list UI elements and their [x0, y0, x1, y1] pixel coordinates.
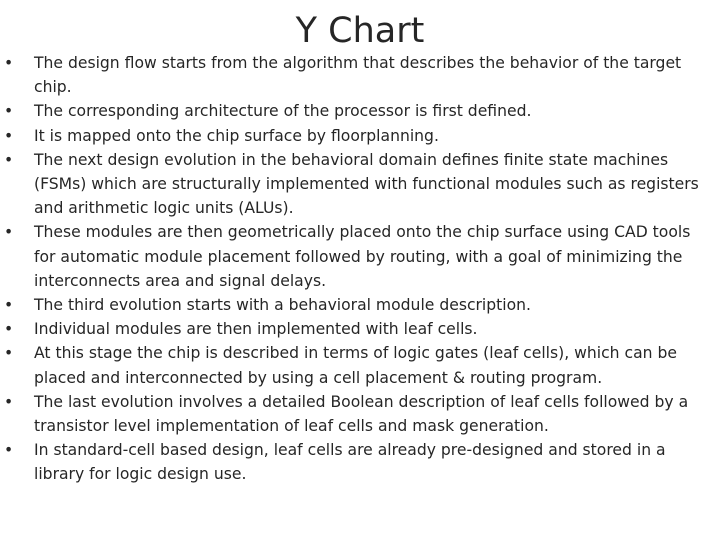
- bullet-item: [4, 99, 716, 123]
- bullet-text: At this stage the chip is described in terms of logic gates (leaf cells), which can be placed and interconnected by using a cell placement & routing program.: [34, 344, 677, 387]
- bullet-marker: •: [4, 54, 14, 72]
- bullet-marker: •: [4, 296, 14, 315]
- bullet-item: [4, 390, 716, 438]
- bullet-marker: •: [4, 150, 14, 169]
- bullet-marker: •: [4, 392, 14, 411]
- bullet-text: The last evolution involves a detailed Boolean description of leaf cells followed by a transistor level implementation of leaf cells and mask generation.: [34, 392, 689, 436]
- bullet-item: [4, 51, 716, 99]
- bullet-list: [4, 51, 716, 487]
- bullet-item: [4, 438, 716, 486]
- bullet-text: It is mapped onto the chip surface by floorplanning.: [34, 126, 439, 145]
- bullet-marker: •: [4, 441, 14, 460]
- bullet-text: The corresponding architecture of the processor is first defined.: [34, 102, 532, 121]
- bullet-item: [4, 124, 716, 148]
- bullet-item: [4, 341, 716, 389]
- bullet-text: The design flow starts from the algorithm that describes the behavior of the target chip.: [34, 54, 682, 97]
- bullet-text: These modules are then geometrically placed onto the chip surface using CAD tools for automatic module placement followed by routing, with a goal of minimizing the interconnects area and signal delays.: [34, 223, 691, 290]
- bullet-item: [4, 293, 716, 317]
- slide-title: Y Chart: [295, 11, 425, 51]
- bullet-text: Individual modules are then implemented with leaf cells.: [34, 320, 478, 339]
- bullet-marker: •: [4, 102, 14, 121]
- bullet-marker: •: [4, 344, 14, 363]
- bullet-item: [4, 148, 716, 221]
- bullet-text: The next design evolution in the behavioral domain defines finite state machines (FSMs) which are structurally implemented with functional modules such as registers and arithmetic logic units (ALUs).: [34, 150, 699, 218]
- bullet-text: In standard-cell based design, leaf cells are already pre-designed and stored in a library for logic design use.: [34, 441, 666, 484]
- bullet-text: The third evolution starts with a behavioral module description.: [34, 296, 531, 315]
- bullet-marker: •: [4, 126, 14, 145]
- bullet-item: [4, 220, 716, 293]
- bullet-marker: •: [4, 223, 14, 242]
- bullet-item: [4, 317, 716, 341]
- bullet-marker: •: [4, 320, 14, 339]
